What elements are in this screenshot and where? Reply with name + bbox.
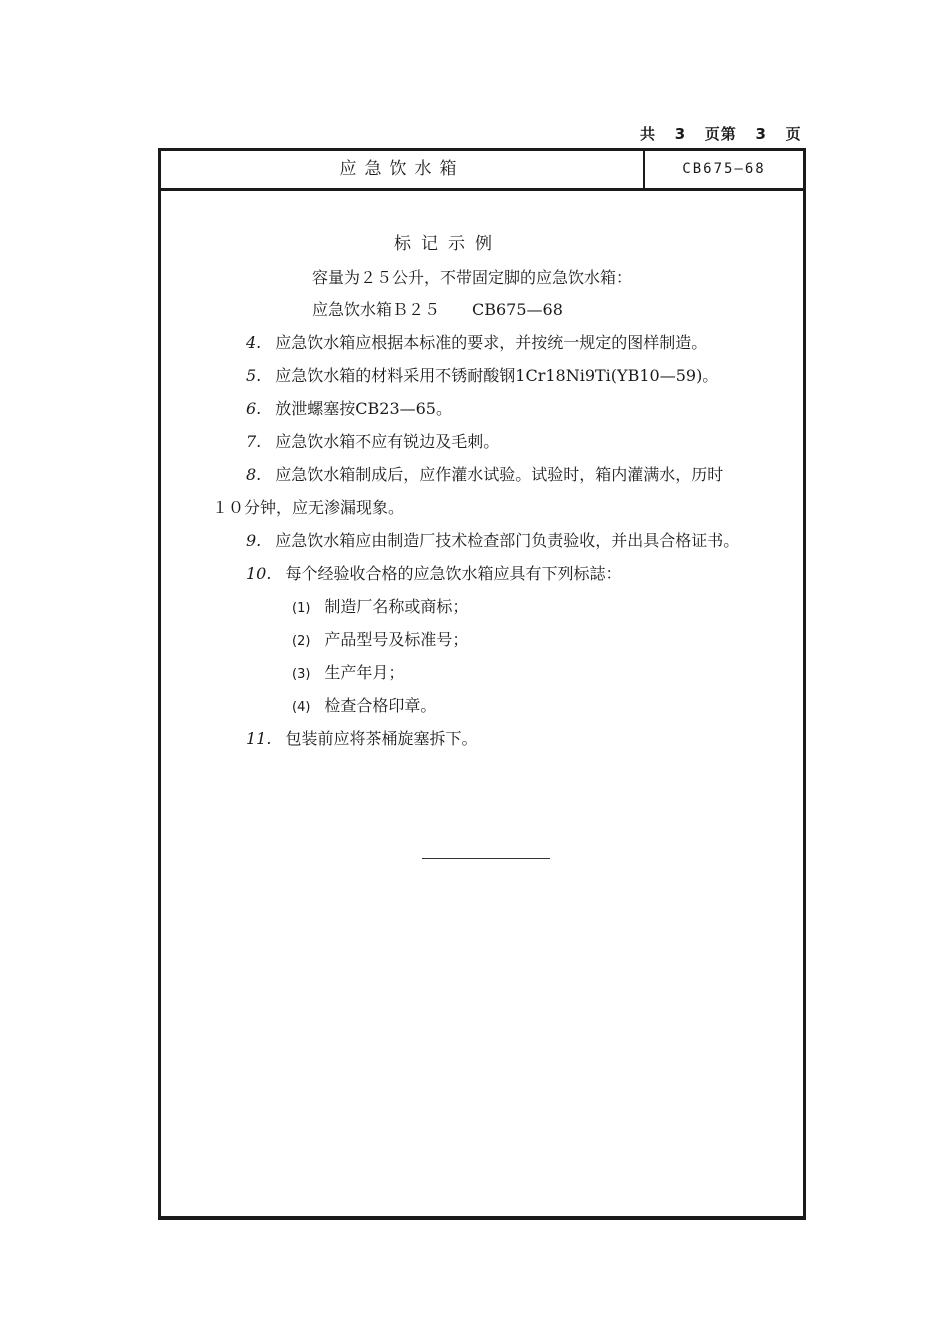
page-number: 3: [755, 125, 767, 143]
clause-8-continuation: [212, 498, 404, 518]
mark-item-number: (3): [292, 667, 311, 682]
clause-number: 11.: [246, 729, 272, 748]
clause-9: [246, 531, 739, 551]
clause-text: 应急饮水箱制成后，应作灌水试验。试验时，箱内灌满水，历时: [275, 465, 724, 484]
clause-10: [246, 564, 621, 584]
mark-item-number: (2): [292, 634, 311, 649]
mark-item-number: (1): [292, 601, 311, 616]
clause-text: １０分钟，应无渗漏现象。: [212, 498, 405, 517]
clause-number: 7.: [246, 432, 262, 451]
mark-item-text: 生产年月；: [324, 663, 405, 682]
section-title: 标记示例: [394, 234, 502, 254]
mark-item-3: [292, 663, 404, 685]
mark-item-2: [292, 630, 468, 652]
page-total-label: 共: [640, 125, 657, 143]
document-title: 应急饮水箱: [161, 151, 645, 188]
clause-8: [246, 465, 723, 485]
clause-number: 10.: [246, 564, 272, 583]
mark-item-text: 产品型号及标准号；: [324, 630, 469, 649]
page-number-label: 页第: [704, 125, 737, 143]
page-count: [640, 123, 805, 144]
page-total: 3: [674, 125, 687, 143]
clause-4: [246, 333, 707, 353]
mark-item-text: 检查合格印章。: [324, 696, 437, 715]
mark-item-text: 制造厂名称或商标；: [324, 597, 469, 616]
title-block: [161, 151, 803, 191]
mark-item-number: (4): [292, 700, 311, 715]
clause-text: 每个经验收合格的应急饮水箱应具有下列标誌：: [285, 564, 622, 583]
clause-number: 5.: [246, 366, 262, 385]
clause-text: 包装前应将茶桶旋塞拆下。: [285, 729, 478, 748]
page-suffix: 页: [785, 125, 802, 143]
clause-5: [246, 366, 718, 386]
clause-text: 应急饮水箱应根据本标准的要求，并按统一规定的图样制造。: [275, 333, 708, 352]
clause-text: 应急饮水箱的材料采用不锈耐酸钢1Cr18Ni9Ti(YB10—59)。: [275, 366, 719, 385]
mark-item-4: [292, 696, 436, 718]
clause-number: 9.: [246, 531, 262, 550]
clause-number: 6.: [246, 399, 262, 418]
clause-text: 放泄螺塞按CB23—65。: [275, 399, 452, 418]
clause-number: 8.: [246, 465, 262, 484]
mark-item-1: [292, 597, 468, 619]
clause-7: [246, 432, 499, 452]
clause-number: 4.: [246, 333, 262, 352]
clause-11: [246, 729, 477, 749]
marking-example: 应急饮水箱Ｂ２５ CB675—68: [312, 300, 563, 319]
standard-code: CB675—68: [682, 161, 766, 177]
marking-description: 容量为２５公升，不带固定脚的应急饮水箱：: [312, 268, 633, 287]
clause-text: 应急饮水箱应由制造厂技术检查部门负责验收，并出具合格证书。: [275, 531, 740, 550]
clause-6: [246, 399, 452, 419]
end-rule: [422, 858, 550, 859]
clause-text: 应急饮水箱不应有锐边及毛刺。: [275, 432, 500, 451]
